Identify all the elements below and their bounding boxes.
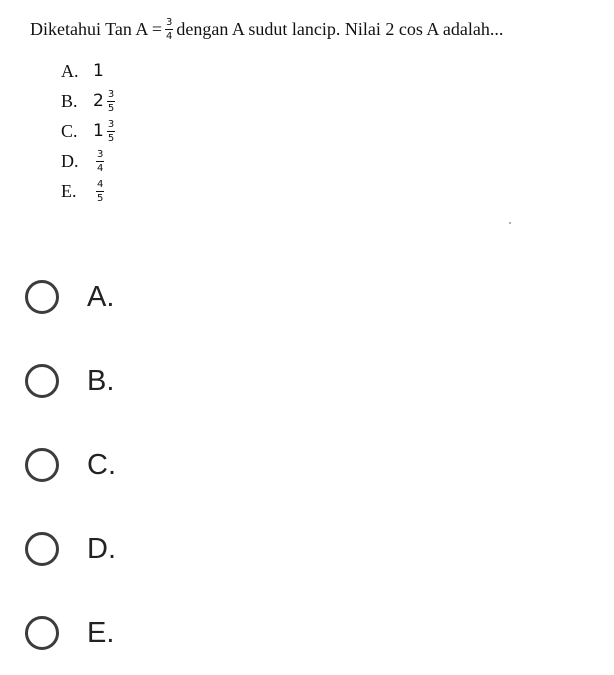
option-d[interactable] (25, 507, 585, 591)
fraction-numerator: 3 (107, 88, 115, 100)
question-prefix: Diketahui Tan A = (30, 18, 163, 39)
choice-fraction (107, 89, 115, 114)
fraction-denominator: 4 (97, 162, 104, 174)
choice-whole: 1 (93, 121, 104, 141)
option-label: D. (87, 532, 116, 565)
fraction-denominator: 5 (107, 102, 115, 114)
fraction-numerator: 3 (97, 148, 104, 160)
choice-value (93, 119, 118, 144)
choice-b (61, 86, 118, 116)
choice-letter: B. (61, 90, 78, 111)
radio-button-d[interactable] (25, 532, 59, 566)
fraction-denominator: 5 (107, 132, 115, 144)
radio-options (25, 255, 585, 675)
radio-button-b[interactable] (25, 364, 59, 398)
choice-whole: 1 (93, 61, 104, 81)
stray-dot (509, 222, 511, 224)
choice-whole: 2 (93, 91, 104, 111)
option-e[interactable] (25, 591, 585, 675)
fraction-numerator: 3 (107, 118, 115, 130)
fraction-numerator: 4 (97, 178, 104, 190)
radio-button-c[interactable] (25, 448, 59, 482)
option-c[interactable] (25, 423, 585, 507)
option-a[interactable] (25, 255, 585, 339)
choice-value (93, 61, 104, 81)
choice-fraction (107, 119, 115, 144)
choice-letter: A. (61, 60, 79, 81)
option-label: B. (87, 364, 115, 397)
fraction-denominator: 5 (97, 192, 104, 204)
choice-value (93, 179, 107, 204)
choice-e (61, 176, 118, 206)
choice-letter: C. (61, 120, 78, 141)
question-suffix: dengan A sudut lancip. Nilai 2 cos A adalah... (176, 18, 504, 39)
option-label: C. (87, 448, 116, 481)
question-line (30, 6, 610, 52)
option-label: E. (87, 616, 115, 649)
radio-button-a[interactable] (25, 280, 59, 314)
choice-letter: D. (61, 150, 79, 171)
choice-a (61, 56, 118, 86)
choice-fraction (96, 179, 104, 204)
question-fraction (165, 17, 173, 42)
choice-fraction (96, 149, 104, 174)
question-text (30, 6, 610, 52)
choice-value (93, 89, 118, 114)
choice-c (61, 116, 118, 146)
fraction-numerator: 3 (166, 16, 173, 28)
fraction-denominator: 4 (166, 30, 173, 42)
option-b[interactable] (25, 339, 585, 423)
option-label: A. (87, 280, 115, 313)
radio-button-e[interactable] (25, 616, 59, 650)
choice-letter: E. (61, 180, 77, 201)
choice-d (61, 146, 118, 176)
answer-choices-list (61, 56, 118, 206)
choice-value (93, 149, 107, 174)
